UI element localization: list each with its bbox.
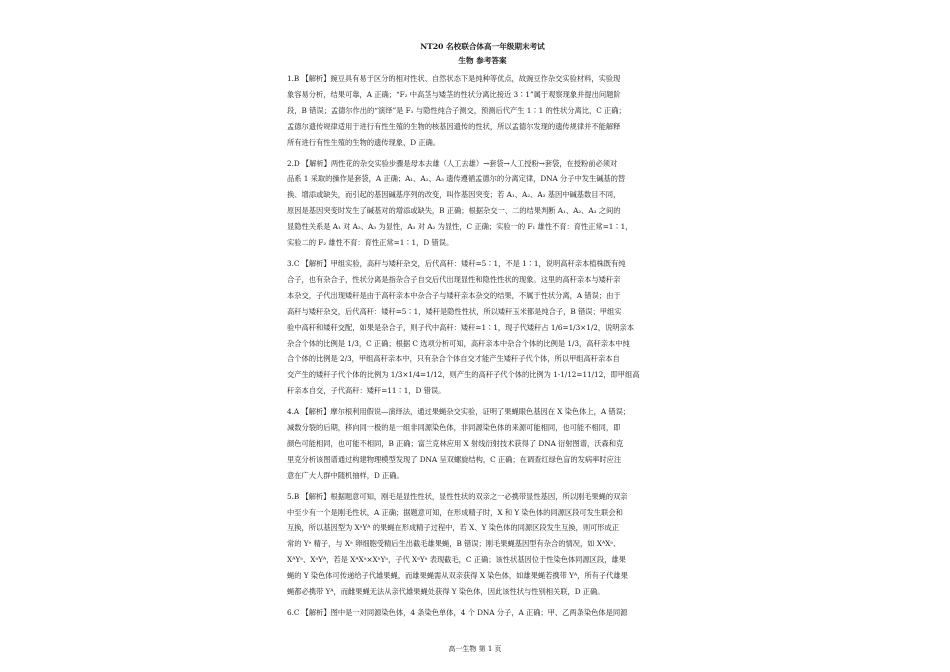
text-line: 所有进行有性生殖的生物的遗传现象，D 正确。 [287, 137, 441, 147]
answer-item-2 [287, 156, 678, 251]
text-line: 常的 Yᵃ 精子，与 Xᵃ 卵细胞受精后生出截毛雄果蝇，B 错误；刚毛果蝇基因型有杂合的情况，如 XᴬXᵃ、 [287, 539, 621, 549]
document-subtitle: 生物 参考答案 [458, 56, 507, 65]
text-line: 2.D 【解析】两性花的杂交实验步骤是母本去雄（人工去雄）→套袋→人工授粉→套袋，在授粉前必须对 [287, 158, 618, 168]
text-line: 显隐性关系是 A₁ 对 A₂、A₃ 为显性，A₃ 对 A₂ 为显性，C 正确；实验一的 F₁ 雄性不育：育性正常=1∶1， [287, 222, 633, 232]
text-line: 原因是基因突变时发生了碱基对的增添或缺失，B 正确；根据杂交一、二的结果判断 A₁、A₂、A₃ 之间的 [287, 206, 621, 216]
answer-item-4 [287, 404, 678, 484]
document-title: NT20 名校联合体高一年级期末考试 [420, 42, 545, 51]
page-footer: 高一生物 第 1 页 [448, 645, 502, 653]
answer-item-6 [287, 605, 678, 621]
answer-item-5 [287, 489, 678, 600]
text-line: 换、增添或缺失，而引起的基因碱基序列的改变，叫作基因突变；若 A₁、A₂、A₃ 基因中碱基数目不同， [287, 190, 621, 200]
text-line: 意在广大人群中随机抽样，D 正确。 [287, 470, 404, 480]
text-line: 颜色可能相同，也可能不相同，B 正确；富兰克林应用 X 射线衍射技术获得了 DNA 衍射图谱，沃森和克 [287, 438, 624, 448]
text-line: 互换，所以基因型为 XᵃYᴬ 的果蝇在形成精子过程中，若 X、Y 染色体的同源区段发生互换，则可形成正 [287, 523, 620, 533]
text-line: 6.C 【解析】图中是一对同源染色体，4 条染色单体，4 个 DNA 分子，A 正确；甲、乙两条染色体是同源 [287, 608, 628, 617]
text-line: 秆亲本自交，子代高秆：矮秆=11∶1，D 错误。 [287, 386, 446, 396]
text-line: 3.C 【解析】甲组实验，高秆与矮秆杂交，后代高秆：矮秆=5∶1，不是 1∶1，说明高秆亲本植株既有纯 [287, 258, 626, 268]
text-line: 高秆与矮秆杂交，后代高秆：矮秆=5∶1，矮秆是隐性性状，所以矮秆玉米都是纯合子，B 错误；甲组实 [287, 306, 622, 316]
text-line: 合个体的比例是 2/3，甲组高秆亲本中，只有杂合个体自交才能产生矮秆子代个体，所以甲组高秆亲本自 [287, 354, 620, 364]
text-line: 段，B 错误；孟德尔作出的“演绎”是 F₁ 与隐性纯合子测交，预测后代产生 1∶1 的性状分离比，C 正确； [287, 105, 626, 115]
text-line: 象容易分析，结果可靠，A 正确；“F₂ 中高茎与矮茎的性状分离比接近 3∶1”属于观察现象并提出问题阶 [287, 89, 621, 99]
text-line: 中至少有一个是刚毛性状，A 正确；据题意可知，在形成精子时，X 和 Y 染色体的同源区段可发生联会和 [287, 507, 623, 517]
text-line: 蝇的 Y 染色体可传递给子代雄果蝇，而雄果蝇需从双亲获得 X 染色体，如雄果蝇若携带 Yᴬ，所有子代雄果 [287, 571, 628, 581]
text-line: 本杂交，子代出现矮秆是由于高秆亲本中杂合子与矮秆亲本杂交的结果，不属于性状分离，A 错误；由于 [287, 290, 621, 300]
text-line: 品系 1 采取的操作是套袋，A 正确；A₁、A₂、A₃ 遗传遵循孟德尔的分离定律，DNA 分子中发生碱基的替 [287, 174, 626, 184]
text-line: 5.B 【解析】根据题意可知，刚毛是显性性状，显性性状的双亲之一必携带显性基因，所以刚毛果蝇的双亲 [287, 491, 628, 501]
text-line: 合子，也有杂合子，性状分离是指杂合子自交后代出现显性和隐性性状的现象。这里的高秆亲本与矮秆亲 [287, 274, 621, 284]
text-line: 孟德尔遗传规律适用于进行有性生殖的生物的核基因遗传的性状，所以孟德尔发现的遗传规律并不能解释 [287, 121, 621, 131]
text-line: XᴬYᵃ、XᵃYᴬ，若是 XᴬXᵃ×XᵃYᵃ，子代 XᵃYᵃ 表现截毛，C 正确；该性状基因位于性染色体同源区段，雄果 [287, 555, 626, 565]
text-line: 杂合个体的比例是 1/3，C 正确；根据 C 选项分析可知，高秆亲本中杂合个体的比例是 1/3，高秆亲本中纯 [287, 338, 630, 348]
text-line: 交产生的矮秆子代个体的比例为 1/3×1/4=1/12，则产生的高秆子代个体的比例为 1-1/12=11/12，即甲组高 [287, 370, 640, 380]
text-line: 4.A 【解析】摩尔根利用假说—演绎法，通过果蝇杂交实验，证明了果蝇眼色基因在 X 染色体上，A 错误； [287, 407, 631, 417]
text-line: 1.B 【解析】豌豆具有易于区分的相对性状、自然状态下是纯种等优点，故豌豆作杂交实验材料，实验现 [287, 74, 621, 83]
text-line: 蝇都必携带 Yᴬ，而雌果蝇无法从亲代雄果蝇处获得 Y 染色体，因此该性状与性别相关联，D 正确。 [287, 587, 605, 597]
answer-item-1 [287, 71, 678, 151]
text-line: 里克分析该图谱通过构建物理模型发现了 DNA 呈双螺旋结构，C 正确；在调查红绿色盲的发病率时应注 [287, 454, 622, 464]
text-line: 减数分裂的后期，移向同一极的是一组非同源染色体，非同源染色体的来源可能相同，也可能不相同，即 [287, 423, 621, 433]
text-line: 验中高秆和矮秆交配，如果是杂合子，则子代中高秆：矮秆=1∶1，现子代矮秆占 1/6=1/3×1/2，说明亲本 [287, 322, 635, 332]
answer-item-3 [287, 256, 678, 399]
text-line: 实验二的 F₂ 雄性不育：育性正常=1∶1，D 错误。 [287, 238, 454, 248]
